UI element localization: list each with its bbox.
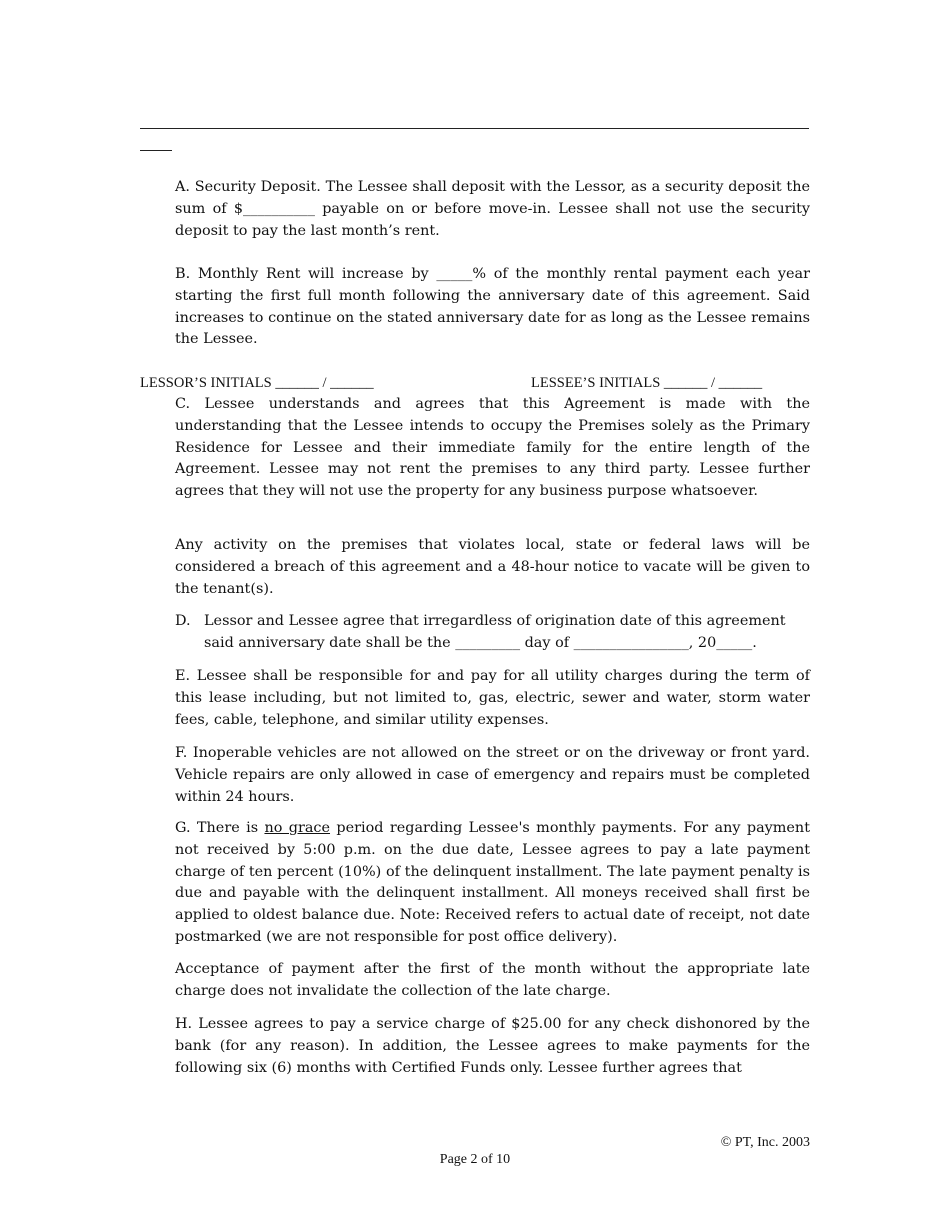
lessor-initials: LESSOR’S INITIALS ______ / ______ xyxy=(140,375,374,391)
section-d-anniversary-date xyxy=(175,611,811,655)
section-c-primary-residence: C. Lessee understands and agrees that this Agreement is made with the understanding that the Lessee intends to occupy the Premises solely as the Primary Residence for Lessee and their immediate family for the entire length of the Agreement. Lessee may not rent the premises to any third party. Lessee further agrees that they will not use the property for any business purpose whatsoever. xyxy=(175,396,810,500)
section-h-dishonored-check: H. Lessee agrees to pay a service charge of $25.00 for any check dishonored by the bank (for any reason). In addition, the Lessee agrees to make payments for the following six (6) months with Certified Funds only. Lessee further agrees that xyxy=(175,1016,810,1076)
footer-page-number: Page 2 of 10 xyxy=(439,1152,511,1167)
section-d-line-1: Lessor and Lessee agree that irregardless of origination date of this agreement xyxy=(204,613,786,629)
footer-copyright: © PT, Inc. 2003 xyxy=(720,1135,810,1150)
section-a-security-deposit: A. Security Deposit. The Lessee shall deposit with the Lessor, as a security deposit the sum of $__________ payable on or before move-in. Lessee shall not use the security deposit to pay the last month’s rent. xyxy=(175,179,810,239)
section-e-utilities: E. Lessee shall be responsible for and pay for all utility charges during the term of this lease including, but not limited to, gas, electric, sewer and water, storm water fees, cable, telephone, and similar utility expenses. xyxy=(175,668,810,728)
section-d-label: D. xyxy=(175,613,191,629)
section-f-vehicles: F. Inoperable vehicles are not allowed on the street or on the driveway or front yard. Vehicle repairs are only allowed in case of emergency and repairs must be completed within 24 hours. xyxy=(175,745,810,805)
section-g-prefix: G. There is xyxy=(175,820,265,836)
lessee-initials: LESSEE’S INITIALS ______ / ______ xyxy=(531,375,763,391)
section-c-illegal-activity: Any activity on the premises that violates local, state or federal laws will be considered a breach of this agreement and a 48-hour notice to vacate will be given to the tenant(s). xyxy=(175,537,810,597)
section-g-suffix: period regarding Lessee's monthly payments. For any payment not received by 5:00 p.m. on the due date, Lessee agrees to pay a late payment charge of ten percent (10%) of the delinquent installment. The late payment penalty is due and payable with the delinquent installment. All moneys received shall first be applied to oldest balance due. Note: Received refers to actual date of receipt, not date postmarked (we are not responsible for post office delivery). xyxy=(175,820,810,945)
section-b-monthly-rent: B. Monthly Rent will increase by _____% of the monthly rental payment each year starting the first full month following the anniversary date of this agreement. Said increases to continue on the stated anniversary date for as long as the Lessee remains the Lessee. xyxy=(175,266,810,348)
section-g-late-payment xyxy=(175,818,810,949)
top-rule-tail xyxy=(140,137,172,151)
top-rule xyxy=(140,115,809,129)
section-g-no-grace: no grace xyxy=(264,820,331,836)
section-g-acceptance: Acceptance of payment after the first of the month without the appropriate late charge does not invalidate the collection of the late charge. xyxy=(175,961,810,999)
section-d-line-2: said anniversary date shall be the _________ day of ________________, 20_____. xyxy=(204,634,757,651)
